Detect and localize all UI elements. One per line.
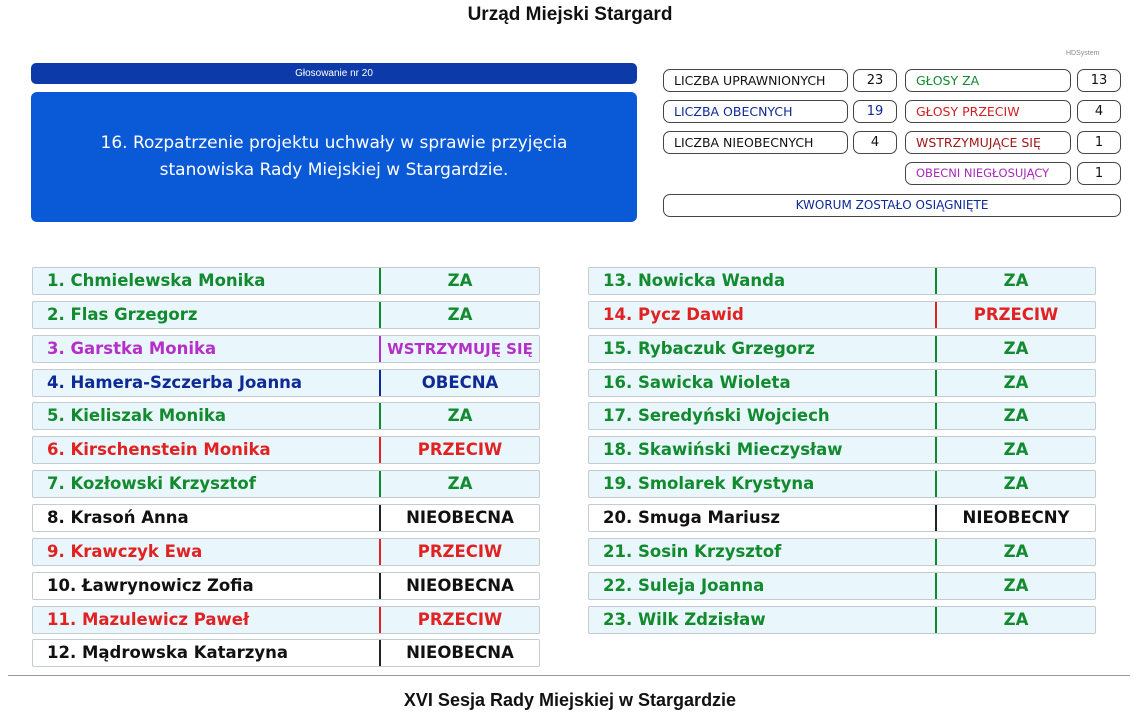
present-count-value: 19 (853, 100, 897, 123)
councillor-name: 10. Ławrynowicz Zofia (47, 576, 254, 595)
entitled-count-label: LICZBA UPRAWNIONYCH (663, 69, 848, 92)
councillor-row (588, 538, 1096, 566)
councillor-vote: ZA (935, 573, 1095, 599)
votes-for-value: 13 (1077, 69, 1121, 92)
voting-number-bar: Głosowanie nr 20 (31, 63, 637, 84)
councillor-name: 3. Garstka Monika (47, 339, 217, 358)
councillor-name: 2. Flas Grzegorz (47, 305, 198, 324)
votes-for-label: GŁOSY ZA (905, 69, 1071, 92)
councillor-vote: ZA (379, 471, 539, 497)
votes-against-value: 4 (1077, 100, 1121, 123)
councillor-vote: ZA (935, 268, 1095, 294)
councillor-vote: ZA (935, 336, 1095, 362)
councillor-row (32, 301, 540, 329)
councillor-vote: ZA (935, 539, 1095, 565)
session-title: XVI Sesja Rady Miejskiej w Stargardzie (403, 690, 737, 710)
councillor-name: 12. Mądrowska Katarzyna (47, 643, 289, 662)
councillor-row (32, 504, 540, 532)
voting-topic-text: 16. Rozpatrzenie projektu uchwały w sprawie przyjęcia stanowiska Rady Miejskiej w Stargardzie. (100, 133, 568, 180)
councillor-name: 16. Sawicka Wioleta (603, 373, 791, 392)
councillor-row (32, 335, 540, 363)
councillor-name: 4. Hamera-Szczerba Joanna (47, 373, 303, 392)
councillor-name: 18. Skawiński Mieczysław (603, 440, 843, 459)
councillor-name: 13. Nowicka Wanda (603, 271, 786, 290)
abstain-label: WSTRZYMUJĄCE SIĘ (905, 131, 1071, 154)
councillor-row (32, 267, 540, 295)
councillor-name: 22. Suleja Joanna (603, 576, 765, 595)
absent-count-value: 4 (853, 131, 897, 154)
present-not-voting-label: OBECNI NIEGŁOSUJĄCY (905, 162, 1071, 185)
councillor-vote: NIEOBECNA (379, 573, 539, 599)
brand-logo-text: HDSystem (1066, 50, 1100, 57)
councillor-vote: ZA (379, 403, 539, 429)
votes-against-label: GŁOSY PRZECIW (905, 100, 1071, 123)
councillor-vote: ZA (379, 268, 539, 294)
councillor-name: 17. Seredyński Wojciech (603, 406, 830, 425)
councillor-row (32, 369, 540, 397)
councillor-row (588, 335, 1096, 363)
councillor-row (588, 606, 1096, 634)
councillor-vote: ZA (379, 302, 539, 328)
councillor-vote: PRZECIW (379, 607, 539, 633)
councillor-vote: NIEOBECNA (379, 640, 539, 666)
councillor-vote: NIEOBECNY (935, 505, 1095, 531)
absent-count-label: LICZBA NIEOBECNYCH (663, 131, 848, 154)
councillor-name: 5. Kieliszak Monika (47, 406, 226, 425)
entitled-count-value: 23 (853, 69, 897, 92)
councillor-row (588, 267, 1096, 295)
councillor-vote: WSTRZYMUJĘ SIĘ (379, 336, 539, 362)
councillor-row (588, 504, 1096, 532)
councillor-row (32, 402, 540, 430)
councillor-vote: PRZECIW (935, 302, 1095, 328)
councillor-name: 21. Sosin Krzysztof (603, 542, 782, 561)
councillor-vote: ZA (935, 437, 1095, 463)
councillor-name: 23. Wilk Zdzisław (603, 610, 766, 629)
councillor-vote: ZA (935, 403, 1095, 429)
present-not-voting-value: 1 (1077, 162, 1121, 185)
councillor-name: 9. Krawczyk Ewa (47, 542, 203, 561)
voting-topic-panel (31, 92, 637, 222)
councillor-row (32, 572, 540, 600)
footer-divider (8, 675, 1130, 676)
councillor-name: 19. Smolarek Krystyna (603, 474, 815, 493)
councillor-vote: PRZECIW (379, 437, 539, 463)
councillor-row (32, 639, 540, 667)
councillor-row (588, 470, 1096, 498)
page-title: Urząd Miejski Stargard (467, 4, 673, 25)
councillor-name: 6. Kirschenstein Monika (47, 440, 271, 459)
quorum-status: KWORUM ZOSTAŁO OSIĄGNIĘTE (663, 194, 1121, 217)
councillor-vote: PRZECIW (379, 539, 539, 565)
councillor-vote: OBECNA (379, 370, 539, 396)
present-count-label: LICZBA OBECNYCH (663, 100, 848, 123)
councillor-vote: NIEOBECNA (379, 505, 539, 531)
councillor-row (588, 301, 1096, 329)
councillor-row (32, 538, 540, 566)
councillor-row (32, 470, 540, 498)
councillor-name: 14. Pycz Dawid (603, 305, 744, 324)
councillor-row (588, 402, 1096, 430)
councillor-vote: ZA (935, 471, 1095, 497)
councillor-name: 11. Mazulewicz Paweł (47, 610, 250, 629)
councillor-row (32, 436, 540, 464)
councillor-name: 1. Chmielewska Monika (47, 271, 266, 290)
councillor-row (588, 369, 1096, 397)
councillor-row (588, 436, 1096, 464)
councillor-row (588, 572, 1096, 600)
councillor-row (32, 606, 540, 634)
councillor-vote: ZA (935, 370, 1095, 396)
councillor-name: 7. Kozłowski Krzysztof (47, 474, 256, 493)
councillor-name: 20. Smuga Mariusz (603, 508, 781, 527)
councillor-name: 15. Rybaczuk Grzegorz (603, 339, 815, 358)
councillor-name: 8. Krasoń Anna (47, 508, 189, 527)
abstain-value: 1 (1077, 131, 1121, 154)
councillor-vote: ZA (935, 607, 1095, 633)
